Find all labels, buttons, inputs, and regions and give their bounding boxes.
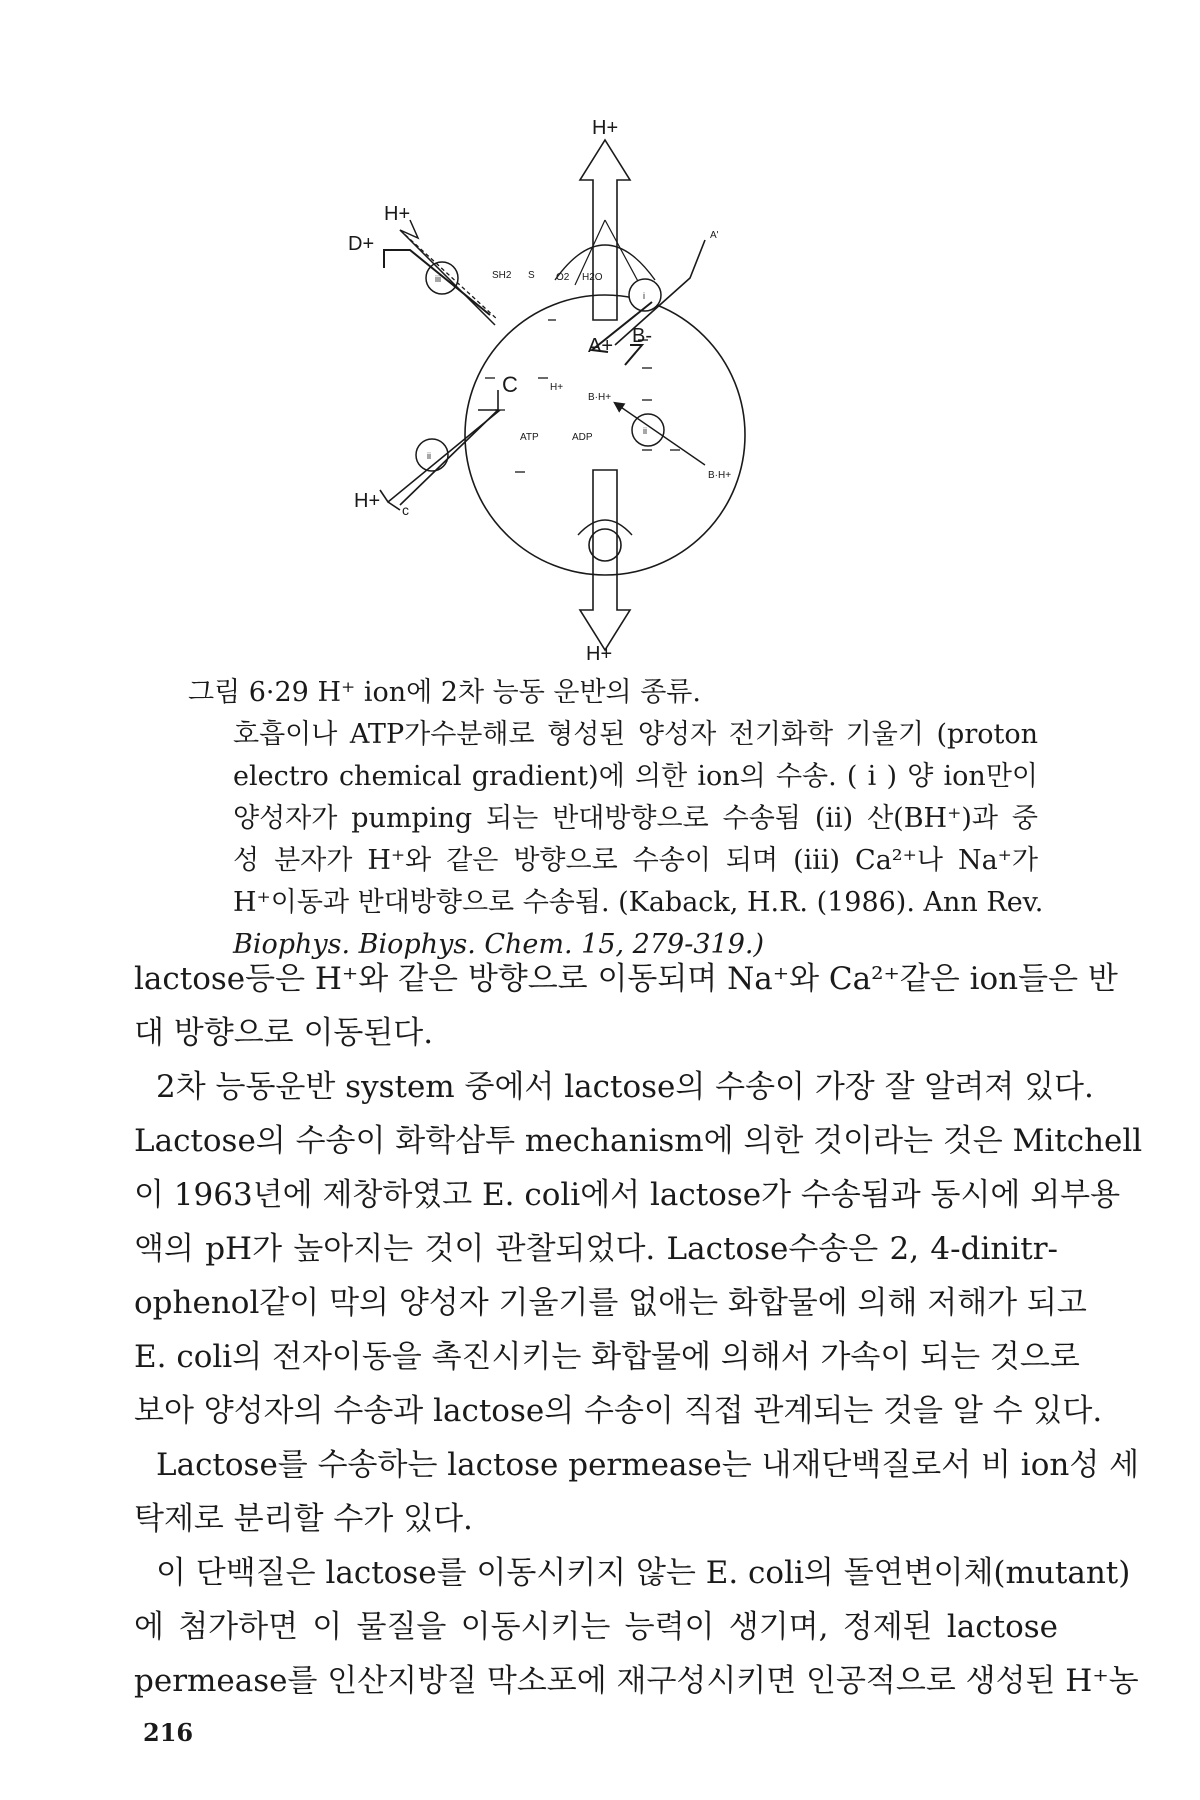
caption-line: 그림 6·29 H⁺ ion에 2차 능동 운반의 종류. [188,677,701,708]
label-carrier-i: i [643,291,645,301]
label-h-top: H+ [592,117,619,139]
body-line: permease를 인산지방질 막소포에 재구성시키면 인공적으로 생성된 H⁺농 [134,1663,1139,1699]
label-carrier-iii: iii [435,274,441,284]
electron-line-right [605,220,640,285]
body-line: 액의 pH가 높아지는 것이 관찰되었다. Lactose수송은 2, 4-dinitr- [134,1231,1058,1267]
label-h-lower-left: H+ [354,490,381,512]
label-bh-inner: B·H+ [588,392,612,403]
caption-line: H⁺이동과 반대방향으로 수송됨. (Kaback, H.R. (1986). Ann Rev. [233,887,1044,918]
arrow-bh-in [615,403,705,465]
dashed-h-path [400,230,498,320]
label-carrier-ii-right: ii [643,426,647,436]
body-line: 에 첨가하면 이 물질을 이동시키는 능력이 생기며, 정제된 lactose [134,1609,1058,1645]
caption-line: electro chemical gradient)에 의한 ion의 수송. ( i ) 양 ion만이 [233,761,1038,792]
body-line: lactose등은 H⁺와 같은 방향으로 이동되며 Na⁺와 Ca²⁺같은 ion들은 반 [134,961,1118,997]
label-a-plus: A+ [588,335,614,357]
body-line: 보아 양성자의 수송과 lactose의 수송이 직접 관계되는 것을 알 수 있다. [134,1393,1103,1429]
body-line: 2차 능동운반 system 중에서 lactose의 수송이 가장 잘 알려져 있다. [156,1069,1094,1105]
body-line: 탁제로 분리할 수가 있다. [134,1501,473,1537]
label-a-prime: A' [710,230,719,241]
caption-line: Biophys. Biophys. Chem. 15, 279-319.) [233,929,764,960]
caption-line: 성 분자가 H⁺와 같은 방향으로 수송이 되며 (iii) Ca²⁺나 Na⁺가 [233,845,1038,876]
body-line: E. coli의 전자이동을 촉진시키는 화합물에 의해서 가속이 되는 것으로 [134,1339,1080,1375]
label-b-minus: B- [632,325,652,347]
label-carrier-ii-left: ii [427,451,431,461]
body-line: 이 단백질은 lactose를 이동시키지 않는 E. coli의 돌연변이체(mutant) [156,1555,1131,1591]
label-h2o: H2O [582,272,603,283]
label-sh2: SH2 [492,270,512,281]
label-h-bottom: H+ [586,643,613,665]
membrane-transport-figure [348,117,840,665]
label-adp: ADP [572,432,593,443]
label-d-plus: D+ [348,233,375,255]
body-line: ophenol같이 막의 양성자 기울기를 없애는 화합물에 의해 저해가 되고 [134,1285,1087,1321]
label-h-center: H+ [550,382,564,393]
label-h-upper-left: H+ [384,203,411,225]
caption-line: 양성자가 pumping 되는 반대방향으로 수송됨 (ii) 산(BH⁺)과 중 [233,803,1038,834]
atp-arc [578,520,632,535]
carrier-i [629,279,661,311]
proton-pump-arrow-down [580,470,630,650]
label-o2: O2 [556,272,570,283]
figure-diagram [348,117,840,665]
body-line: Lactose를 수송하는 lactose permease는 내재단백질로서 비 ion성 세 [156,1447,1140,1483]
page-number: 216 [143,1718,194,1747]
label-c-big: C [502,372,518,397]
label-bh-outer: B·H+ [708,470,732,481]
body-text [134,952,1143,1708]
body-line: Lactose의 수송이 화학삼투 mechanism에 의한 것이라는 것은 Mitchell [134,1123,1143,1159]
label-c-small: c [402,502,409,518]
proton-pump-arrow-up [580,140,630,320]
body-line: 대 방향으로 이동된다. [134,1015,434,1051]
arrow-b-minus-out [625,345,642,365]
label-atp: ATP [520,432,539,443]
body-line: 이 1963년에 제창하였고 E. coli에서 lactose가 수송됨과 동시에 외부용 [134,1177,1121,1213]
arrow-c-inward [400,390,498,505]
figure-caption [188,672,1044,966]
respiration-arc [555,245,655,280]
label-s: S [528,270,535,281]
caption-line: 호흡이나 ATP가수분해로 형성된 양성자 전기화학 기울기 (proton [233,719,1038,750]
